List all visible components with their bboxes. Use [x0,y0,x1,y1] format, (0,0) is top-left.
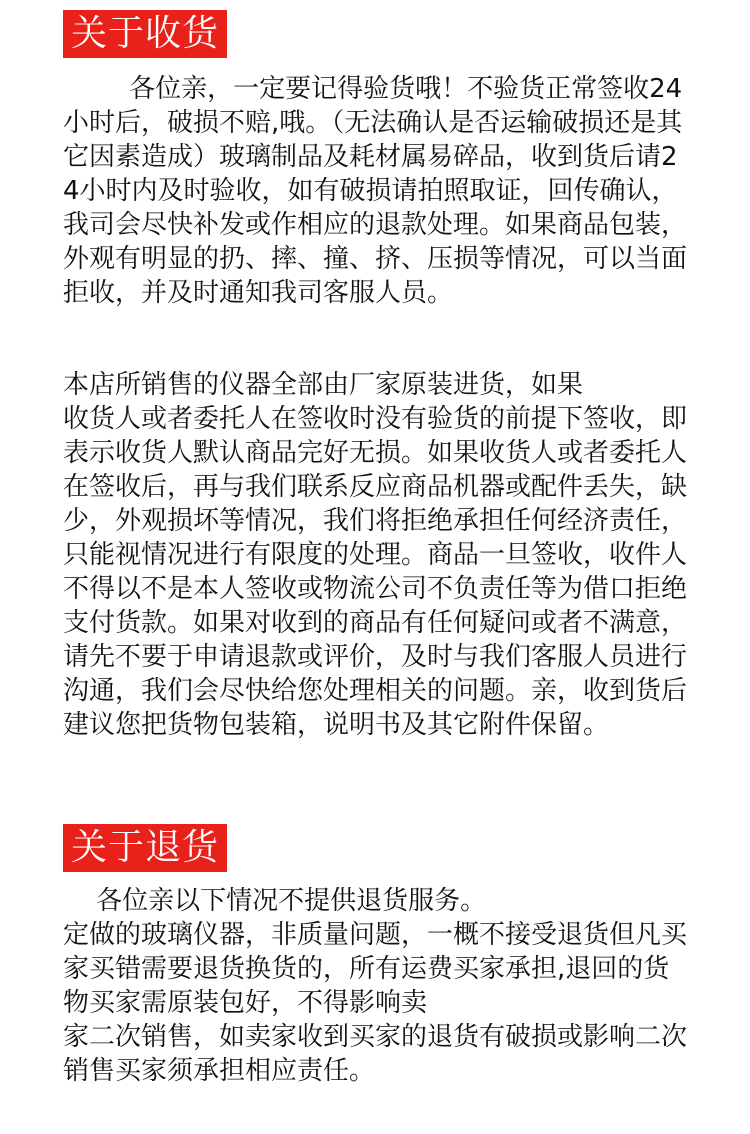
returns-paragraph-1: 各位亲以下情况不提供退货服务。 定做的玻璃仪器，非质量问题，一概不接受退货但凡买家买错需要退货换货的，所有运费买家承担,退回的货物买家需原装包好，不得影响卖 家二次销售，如卖家收到买家的退货有破损或影响二次销售买家须承担相应责任。 [63,886,688,1086]
receiving-paragraph-1: 各位亲，一定要记得验货哦！不验货正常签收24小时后，破损不赔,哦。（无法确认是否运输破损还是其它因素造成）玻璃制品及耗材属易碎品，收到货后请24小时内及时验收，如有破损请拍照取证，回传确认，我司会尽快补发或作相应的退款处理。如果商品包装，外观有明显的扔、摔、撞、挤、压损等情况，可以当面拒收，并及时通知我司客服人员。 [63,74,688,308]
returns-heading: 关于退货 [63,824,227,872]
receiving-paragraph-2: 本店所销售的仪器全部由厂家原装进货，如果 收货人或者委托人在签收时没有验货的前提下签收，即表示收货人默认商品完好无损。如果收货人或者委托人在签收后，再与我们联系反应商品机器或配件丢失，缺少，外观损坏等情况，我们将拒绝承担任何经济责任，只能视情况进行有限度的处理。商品一旦签收，收件人不得以不是本人签收或物流公司不负责任等为借口拒绝支付货款。如果对收到的商品有任何疑问或者不满意，请先不要于申请退款或评价，及时与我们客服人员进行沟通，我们会尽快给您处理相关的问题。亲，收到货后建议您把货物包装箱，说明书及其它附件保留。 [63,370,688,740]
receiving-heading: 关于收货 [63,10,227,58]
